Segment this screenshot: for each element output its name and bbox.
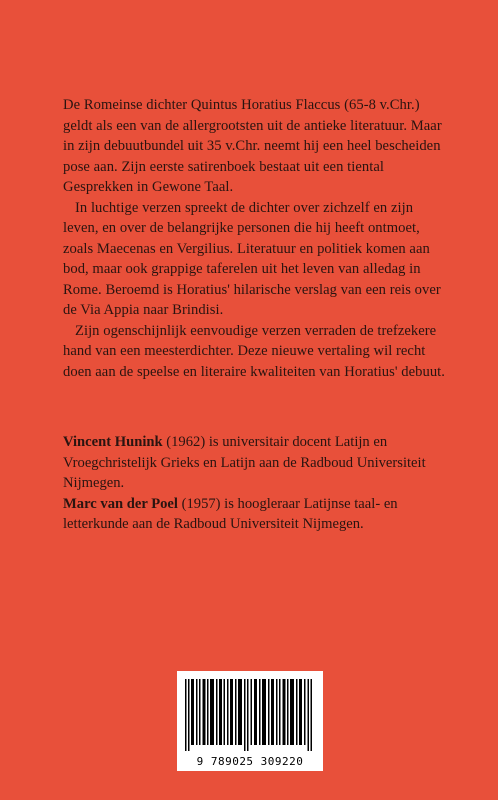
author-name: Marc van der Poel bbox=[63, 495, 178, 512]
bio-vincent-hunink bbox=[63, 432, 448, 494]
back-cover-blurb bbox=[63, 95, 448, 382]
blurb-paragraph-1: De Romeinse dichter Quintus Horatius Flaccus (65-8 v.Chr.) geldt als een van de allergrootsten uit de antieke literatuur. Maar in zijn debuutbundel uit 35 v.Chr. neemt hij een heel bescheiden pose aan. Zijn eerste satirenboek bestaat uit een tiental Gesprekken in Gewone Taal. bbox=[63, 97, 442, 195]
blurb-paragraph-2: In luchtige verzen spreekt de dichter over zichzelf en zijn leven, en over de belangrijke personen die hij heeft ontmoet, zoals Maecenas en Vergilius. Literatuur en politiek komen aan bod, maar ook grappige taferelen uit het leven van alledag in Rome. Beroemd is Horatius' hilarische verslag van een reis over de Via Appia naar Brindisi. bbox=[63, 199, 441, 318]
barcode-bars bbox=[185, 679, 315, 751]
isbn-digits: 9 789025 309220 bbox=[196, 755, 304, 768]
author-bio-text: (1962) is universitair docent Latijn en Vroegchristelijk Grieks en Latijn aan de Radboud Universiteit Nijmegen. bbox=[63, 434, 426, 491]
blurb-paragraph-3: Zijn ogenschijnlijk eenvoudige verzen verraden de trefzekere hand van een meesterdichter. Deze nieuwe vertaling wil recht doen aan de speelse en literaire kwaliteiten van Horatius' debuut. bbox=[63, 322, 445, 380]
author-bios bbox=[63, 432, 448, 535]
author-name: Vincent Hunink bbox=[63, 434, 163, 450]
isbn-barcode bbox=[177, 671, 323, 771]
author-bio-text: (1957) is hoogleraar Latijnse taal- en letterkunde aan de Radboud Universiteit Nijmegen. bbox=[63, 495, 398, 532]
bio-marc-van-der-poel bbox=[63, 494, 448, 535]
